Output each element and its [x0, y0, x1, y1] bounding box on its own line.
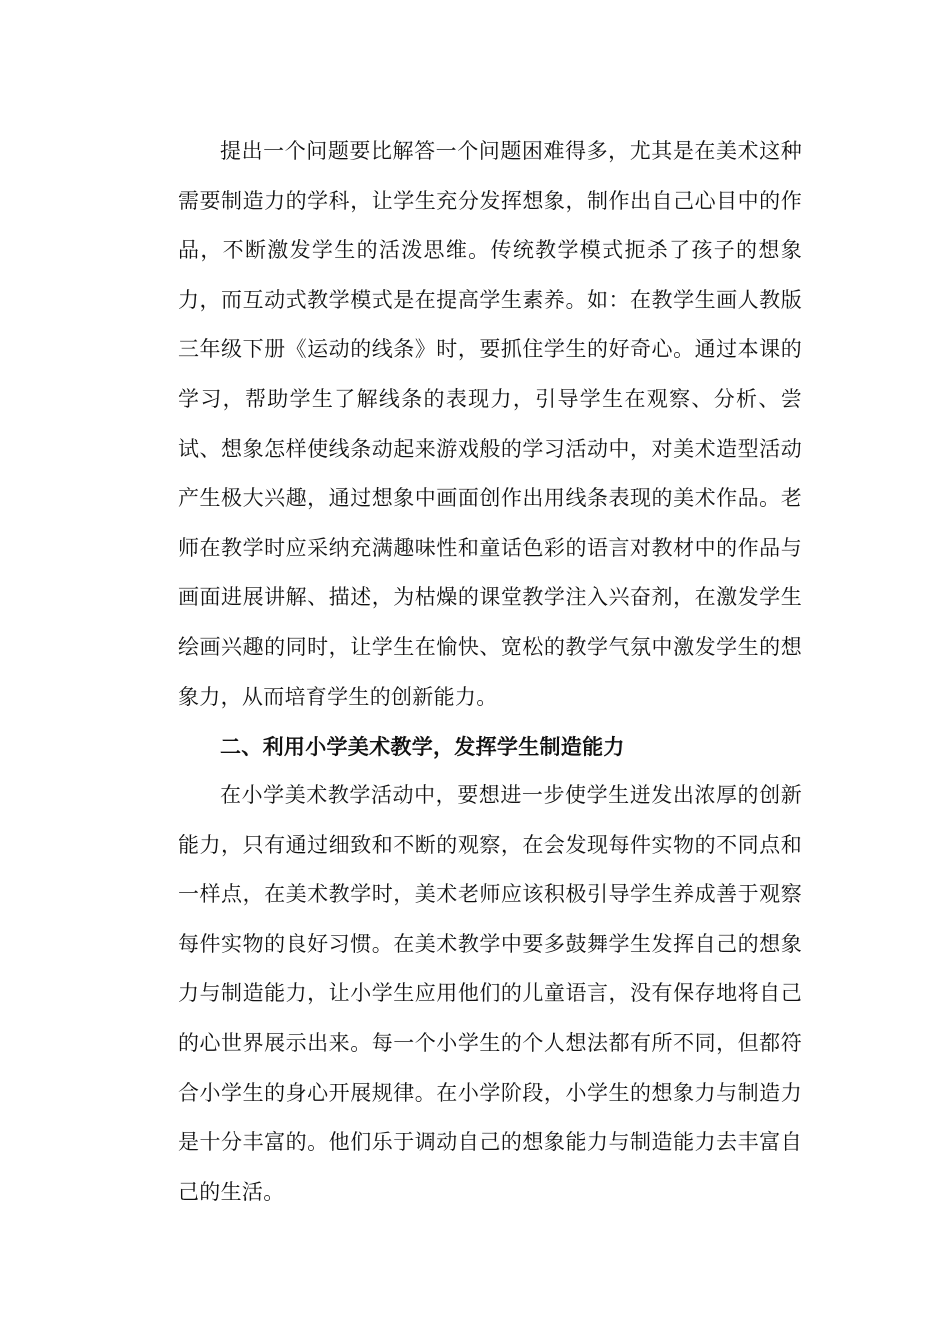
body-paragraph: 在小学美术教学活动中，要想进一步使学生迸发出浓厚的创新能力，只有通过细致和不断的观察，在会发现每件实物的不同点和一样点，在美术教学时，美术老师应该积极引导学生养成善于观察每件实物的良好习惯。在美术教学中要多鼓舞学生发挥自己的想象力与制造能力，让小学生应用他们的儿童语言，没有保存地将自己的心世界展示出来。每一个小学生的个人想法都有所不同，但都符合小学生的身心开展规律。在小学阶段，小学生的想象力与制造力是十分丰富的。他们乐于调动自己的想象能力与制造能力去丰富自己的生活。 [178, 783, 802, 1204]
body-paragraph: 提出一个问题要比解答一个问题困难得多，尤其是在美术这种需要制造力的学科，让学生充分发挥想象，制作出自己心目中的作品，不断激发学生的活泼思维。传统教学模式扼杀了孩子的想象力，而互动式教学模式是在提高学生素养。如：在教学生画人教版三年级下册《运动的线条》时，要抓住学生的好奇心。通过本课的学习，帮助学生了解线条的表现力，引导学生在观察、分析、尝试、想象怎样使线条动起来游戏般的学习活动中，对美术造型活动产生极大兴趣，通过想象中画面创作出用线条表现的美术作品。老师在教学时应采纳充满趣味性和童话色彩的语言对教材中的作品与画面进展讲解、描述，为枯燥的课堂教学注入兴奋剂，在激发学生绘画兴趣的同时，让学生在愉快、宽松的教学气氛中激发学生的想象力，从而培育学生的创新能力。 [178, 139, 802, 709]
section-heading: 二、利用小学美术教学，发挥学生制造能力 [220, 734, 625, 759]
